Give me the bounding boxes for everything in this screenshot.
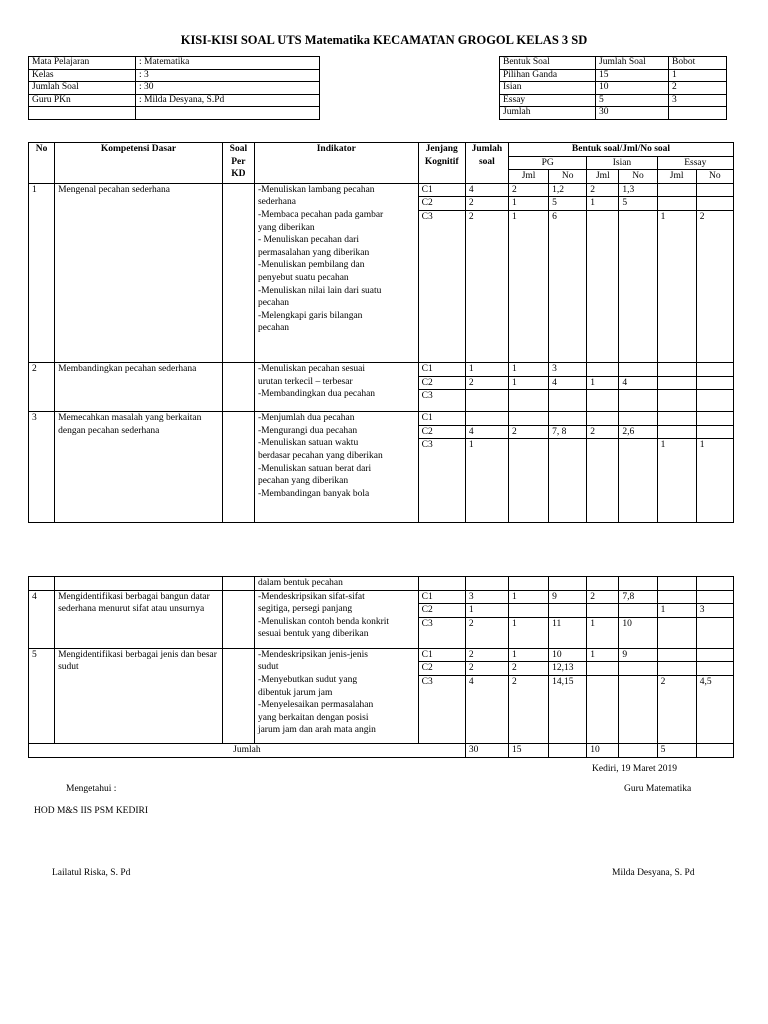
indikator-line: -Menuliskan nilai lain dari suatu: [257, 285, 382, 296]
question-type-row: [500, 94, 727, 107]
right-signer-name: Milda Desyana, S. Pd: [612, 868, 695, 878]
cell-is-jml: 1: [587, 197, 619, 211]
kd-number: 1: [29, 183, 55, 362]
kompetensi-dasar: Mengidentifikasi berbagai jenis dan besar sudut: [55, 648, 223, 743]
indikator-line: -Membaca pecahan pada gambar: [257, 209, 384, 220]
question-type-row: [500, 107, 727, 120]
cont-soal-per-kd: [222, 577, 254, 591]
cell-pg-jml: 2: [508, 662, 548, 676]
cell-pg-no: [549, 412, 587, 426]
kd-number: 3: [29, 412, 55, 523]
table-row: [29, 183, 734, 197]
cell-es-jml: [657, 362, 696, 376]
total-essay-no: [696, 743, 733, 757]
cognitive-level: C2: [418, 376, 465, 390]
cognitive-level: C1: [418, 183, 465, 197]
info-value: [136, 107, 320, 120]
cell-is-jml: [587, 662, 619, 676]
cell-es-jml: 2: [657, 675, 696, 743]
header-jumlah-soal: Jumlah soal: [465, 143, 508, 184]
cell-jumlah: 2: [465, 648, 508, 662]
cell-pg-jml: 2: [508, 675, 548, 743]
cell-es-no: 1: [696, 439, 733, 523]
cell-pg-no: 9: [549, 590, 587, 604]
indikator-line: -Mengurangi dua pecahan: [257, 425, 358, 436]
indikator-line: -Menuliskan pecahan sesuai: [257, 363, 366, 374]
cell-pg-no: [549, 390, 587, 412]
cell-is-jml: 1: [587, 648, 619, 662]
question-type-cell: 3: [669, 94, 727, 107]
info-label: Jumlah Soal: [29, 82, 136, 95]
cont-kd: [55, 577, 223, 591]
kd-number: 4: [29, 590, 55, 648]
cell-is-jml: [587, 210, 619, 362]
cell-es-jml: [657, 183, 696, 197]
cognitive-level: C1: [418, 362, 465, 376]
header-indikator: Indikator: [254, 143, 418, 184]
cell-is-no: [619, 362, 657, 376]
indikator: [254, 648, 418, 743]
cell-is-no: [619, 390, 657, 412]
cont-empty: [696, 577, 733, 591]
info-row: [29, 94, 320, 107]
kd-number: 5: [29, 648, 55, 743]
cell-es-no: [696, 617, 733, 648]
info-row: [29, 107, 320, 120]
cell-pg-no: 4: [549, 376, 587, 390]
cell-is-jml: [587, 362, 619, 376]
cell-es-no: [696, 390, 733, 412]
indikator-line: jarum jam dan arah mata angin: [257, 725, 376, 736]
total-essay-jml: 5: [657, 743, 696, 757]
header-isian-jml: Jml: [587, 170, 619, 184]
cell-es-jml: [657, 590, 696, 604]
header-essay-jml: Jml: [657, 170, 696, 184]
cell-pg-jml: 1: [508, 376, 548, 390]
kisi-kisi-table-page-1: [28, 142, 734, 523]
cell-is-no: 5: [619, 197, 657, 211]
indikator-line: permasalahan yang diberikan: [257, 247, 370, 258]
total-pg-no: [549, 743, 587, 757]
indikator-line: -Membandingan banyak bola: [257, 488, 370, 499]
info-row: [29, 57, 320, 70]
indikator: [254, 183, 418, 362]
cell-es-jml: 1: [657, 210, 696, 362]
cell-pg-no: 11: [549, 617, 587, 648]
header-isian-no: No: [619, 170, 657, 184]
cell-pg-no: 7, 8: [549, 425, 587, 439]
info-label: Guru PKn: [29, 94, 136, 107]
cell-is-no: 9: [619, 648, 657, 662]
indikator-line: pecahan: [257, 298, 290, 309]
header-pg-no: No: [549, 170, 587, 184]
cell-jumlah: [465, 412, 508, 426]
cell-pg-jml: [508, 439, 548, 523]
cell-is-jml: [587, 439, 619, 523]
indikator-line: yang diberikan: [257, 222, 315, 233]
cell-jumlah: 2: [465, 662, 508, 676]
indikator-line: penyebut suatu pecahan: [257, 272, 349, 283]
cell-es-no: [696, 648, 733, 662]
cell-jumlah: 4: [465, 425, 508, 439]
indikator-line: sesuai bentuk yang diberikan: [257, 629, 369, 640]
info-label: Kelas: [29, 69, 136, 82]
cell-es-no: 4,5: [696, 675, 733, 743]
cell-es-jml: 1: [657, 439, 696, 523]
info-label: [29, 107, 136, 120]
table-row: [29, 362, 734, 376]
indikator-line: berdasar pecahan yang diberikan: [257, 450, 383, 461]
cell-pg-no: 3: [549, 362, 587, 376]
indikator-line: -Mendeskripsikan sifat-sifat: [257, 591, 365, 602]
question-type-cell: 30: [596, 107, 669, 120]
cell-is-jml: [587, 390, 619, 412]
cont-empty: [418, 577, 465, 591]
indikator-line: sederhana: [257, 197, 296, 208]
question-type-table: [499, 56, 727, 120]
cognitive-level: C2: [418, 425, 465, 439]
cell-pg-jml: 1: [508, 210, 548, 362]
question-type-cell: [669, 107, 727, 120]
cell-pg-jml: [508, 412, 548, 426]
cell-es-no: 3: [696, 604, 733, 618]
cell-es-no: [696, 183, 733, 197]
cell-is-no: [619, 662, 657, 676]
cognitive-level: C2: [418, 197, 465, 211]
cell-is-no: 1,3: [619, 183, 657, 197]
cont-empty: [619, 577, 657, 591]
indikator-line: dibentuk jarum jam: [257, 687, 333, 698]
cell-is-no: 10: [619, 617, 657, 648]
indikator-line: -Menuliskan lambang pecahan: [257, 184, 375, 195]
info-row: [29, 82, 320, 95]
cell-jumlah: 1: [465, 439, 508, 523]
cognitive-level: C2: [418, 662, 465, 676]
page-title: KISI-KISI SOAL UTS Matematika KECAMATAN GROGOL KELAS 3 SD: [180, 33, 588, 47]
info-value: : 30: [136, 82, 320, 95]
soal-per-kd: [222, 648, 254, 743]
cell-es-no: [696, 662, 733, 676]
indikator-line: -Melengkapi garis bilangan: [257, 310, 363, 321]
cell-pg-no: 12,13: [549, 662, 587, 676]
header-soal-per-kd: Soal Per KD: [222, 143, 254, 184]
indikator-line: segitiga, persegi panjang: [257, 604, 353, 615]
cell-es-no: [696, 590, 733, 604]
totals-row: [29, 743, 734, 757]
cell-jumlah: [465, 390, 508, 412]
left-role: HOD M&S IIS PSM KEDIRI: [34, 806, 149, 816]
header-kompetensi-dasar: Kompetensi Dasar: [55, 143, 223, 184]
cell-pg-jml: 2: [508, 425, 548, 439]
question-type-cell: 5: [596, 94, 669, 107]
question-type-cell: Jumlah: [500, 107, 596, 120]
indikator-line: pecahan: [257, 323, 290, 334]
question-type-cell: Isian: [500, 82, 596, 95]
kisi-kisi-table-page-2: [28, 576, 734, 758]
total-isian-jml: 10: [587, 743, 619, 757]
table-row: [29, 648, 734, 662]
header-pg: PG: [508, 156, 586, 170]
cognitive-level: C1: [418, 648, 465, 662]
indikator-line: -Menuliskan satuan berat dari: [257, 463, 372, 474]
question-type-cell: 15: [596, 69, 669, 82]
cell-pg-jml: 2: [508, 183, 548, 197]
question-type-cell: 10: [596, 82, 669, 95]
cont-no: [29, 577, 55, 591]
cont-empty: [657, 577, 696, 591]
question-type-row: [500, 69, 727, 82]
cell-pg-no: [549, 439, 587, 523]
question-type-header: Bentuk Soal: [500, 57, 596, 70]
indikator: [254, 412, 418, 523]
kompetensi-dasar: Mengenal pecahan sederhana: [55, 183, 223, 362]
soal-per-kd: [222, 412, 254, 523]
cell-es-no: [696, 376, 733, 390]
question-type-header-row: [500, 57, 727, 70]
question-type-cell: Essay: [500, 94, 596, 107]
indikator-line: urutan terkecil – terbesar: [257, 376, 353, 387]
cell-pg-no: 14,15: [549, 675, 587, 743]
cell-is-no: 2,6: [619, 425, 657, 439]
cont-empty: [587, 577, 619, 591]
cont-empty: [508, 577, 548, 591]
cell-is-jml: 2: [587, 425, 619, 439]
total-isian-no: [619, 743, 657, 757]
cell-jumlah: 2: [465, 617, 508, 648]
header-no: No: [29, 143, 55, 184]
info-table: [28, 56, 320, 120]
kompetensi-dasar: Membandingkan pecahan sederhana: [55, 362, 223, 411]
cell-is-no: 4: [619, 376, 657, 390]
question-type-row: [500, 82, 727, 95]
indikator: [254, 590, 418, 648]
cell-jumlah: 4: [465, 675, 508, 743]
kompetensi-dasar: Mengidentifikasi berbagai bangun datar sederhana menurut sifat atau unsurnya: [55, 590, 223, 648]
cell-es-jml: [657, 390, 696, 412]
indikator-line: -Mendeskripsikan jenis-jenis: [257, 649, 368, 660]
header-jenjang-kognitif: Jenjang Kognitif: [418, 143, 465, 184]
cell-is-jml: [587, 675, 619, 743]
cell-is-jml: 2: [587, 183, 619, 197]
total-jumlah: 30: [465, 743, 508, 757]
question-type-cell: 1: [669, 69, 727, 82]
cell-es-jml: [657, 617, 696, 648]
header-pg-jml: Jml: [508, 170, 548, 184]
cell-pg-jml: 1: [508, 362, 548, 376]
total-pg-jml: 15: [508, 743, 548, 757]
cell-pg-no: 6: [549, 210, 587, 362]
header-bentuk-soal: Bentuk soal/Jml/No soal: [508, 143, 733, 157]
cell-pg-jml: 1: [508, 197, 548, 211]
indikator-line: -Menjumlah dua pecahan: [257, 413, 355, 424]
question-type-cell: 2: [669, 82, 727, 95]
info-value: : Milda Desyana, S.Pd: [136, 94, 320, 107]
cell-is-jml: [587, 604, 619, 618]
cell-es-jml: [657, 662, 696, 676]
cell-pg-jml: 1: [508, 617, 548, 648]
cont-indikator: dalam bentuk pecahan: [254, 577, 418, 591]
indikator-line: sudut: [257, 662, 279, 673]
soal-per-kd: [222, 183, 254, 362]
cell-pg-no: 10: [549, 648, 587, 662]
cell-es-no: [696, 412, 733, 426]
cell-jumlah: 2: [465, 376, 508, 390]
question-type-header: Bobot: [669, 57, 727, 70]
cognitive-level: C2: [418, 604, 465, 618]
info-row: [29, 69, 320, 82]
cell-es-no: 2: [696, 210, 733, 362]
indikator-line: -Menuliskan satuan waktu: [257, 438, 359, 449]
cell-es-jml: [657, 648, 696, 662]
mengetahui-label: Mengetahui :: [66, 784, 117, 794]
right-role: Guru Matematika: [624, 784, 692, 794]
cell-is-no: [619, 604, 657, 618]
cognitive-level: C3: [418, 617, 465, 648]
cell-is-jml: [587, 412, 619, 426]
cell-is-no: [619, 412, 657, 426]
table-row: [29, 412, 734, 426]
cognitive-level: C1: [418, 412, 465, 426]
cell-es-jml: [657, 376, 696, 390]
cell-es-jml: [657, 412, 696, 426]
cell-is-no: 7,8: [619, 590, 657, 604]
cell-pg-no: 5: [549, 197, 587, 211]
cognitive-level: C3: [418, 390, 465, 412]
place-date: Kediri, 19 Maret 2019: [592, 764, 677, 774]
indikator-line: -Menuliskan contoh benda konkrit: [257, 616, 390, 627]
cell-is-jml: 1: [587, 376, 619, 390]
cell-is-jml: 2: [587, 590, 619, 604]
cell-pg-no: 1,2: [549, 183, 587, 197]
cell-pg-jml: [508, 604, 548, 618]
kd-number: 2: [29, 362, 55, 411]
cell-es-jml: [657, 425, 696, 439]
cell-is-no: [619, 439, 657, 523]
cell-jumlah: 4: [465, 183, 508, 197]
cell-jumlah: 3: [465, 590, 508, 604]
cont-empty: [465, 577, 508, 591]
cell-es-no: [696, 362, 733, 376]
soal-per-kd: [222, 362, 254, 411]
cell-is-no: [619, 210, 657, 362]
indikator-line: -Membandingkan dua pecahan: [257, 389, 376, 400]
indikator-line: -Menyelesaikan permasalahan: [257, 700, 374, 711]
cell-jumlah: 1: [465, 362, 508, 376]
indikator-line: yang berkaitan dengan posisi: [257, 712, 369, 723]
cell-is-jml: 1: [587, 617, 619, 648]
cell-jumlah: 2: [465, 197, 508, 211]
cell-jumlah: 1: [465, 604, 508, 618]
table-row: [29, 590, 734, 604]
cont-empty: [549, 577, 587, 591]
indikator: [254, 362, 418, 411]
cell-pg-no: [549, 604, 587, 618]
question-type-cell: Pilihan Ganda: [500, 69, 596, 82]
indikator-line: pecahan yang diberikan: [257, 476, 349, 487]
cell-pg-jml: 1: [508, 590, 548, 604]
info-value: : Matematika: [136, 57, 320, 70]
header-essay: Essay: [657, 156, 733, 170]
indikator-line: - Menuliskan pecahan dari: [257, 235, 359, 246]
cell-es-jml: [657, 197, 696, 211]
left-signer-name: Lailatul Riska, S. Pd: [52, 868, 131, 878]
cell-jumlah: 2: [465, 210, 508, 362]
cell-es-no: [696, 425, 733, 439]
cognitive-level: C1: [418, 590, 465, 604]
cell-es-no: [696, 197, 733, 211]
cell-es-jml: 1: [657, 604, 696, 618]
header-essay-no: No: [696, 170, 733, 184]
info-value: : 3: [136, 69, 320, 82]
cognitive-level: C3: [418, 210, 465, 362]
cognitive-level: C3: [418, 439, 465, 523]
indikator-line: -Menuliskan pembilang dan: [257, 260, 365, 271]
cognitive-level: C3: [418, 675, 465, 743]
totals-label: Jumlah: [29, 743, 466, 757]
info-label: Mata Pelajaran: [29, 57, 136, 70]
question-type-header: Jumlah Soal: [596, 57, 669, 70]
cell-is-no: [619, 675, 657, 743]
header-isian: Isian: [587, 156, 657, 170]
indikator-line: -Menyebutkan sudut yang: [257, 674, 358, 685]
kompetensi-dasar: Memecahkan masalah yang berkaitan dengan pecahan sederhana: [55, 412, 223, 523]
cell-pg-jml: [508, 390, 548, 412]
soal-per-kd: [222, 590, 254, 648]
cell-pg-jml: 1: [508, 648, 548, 662]
